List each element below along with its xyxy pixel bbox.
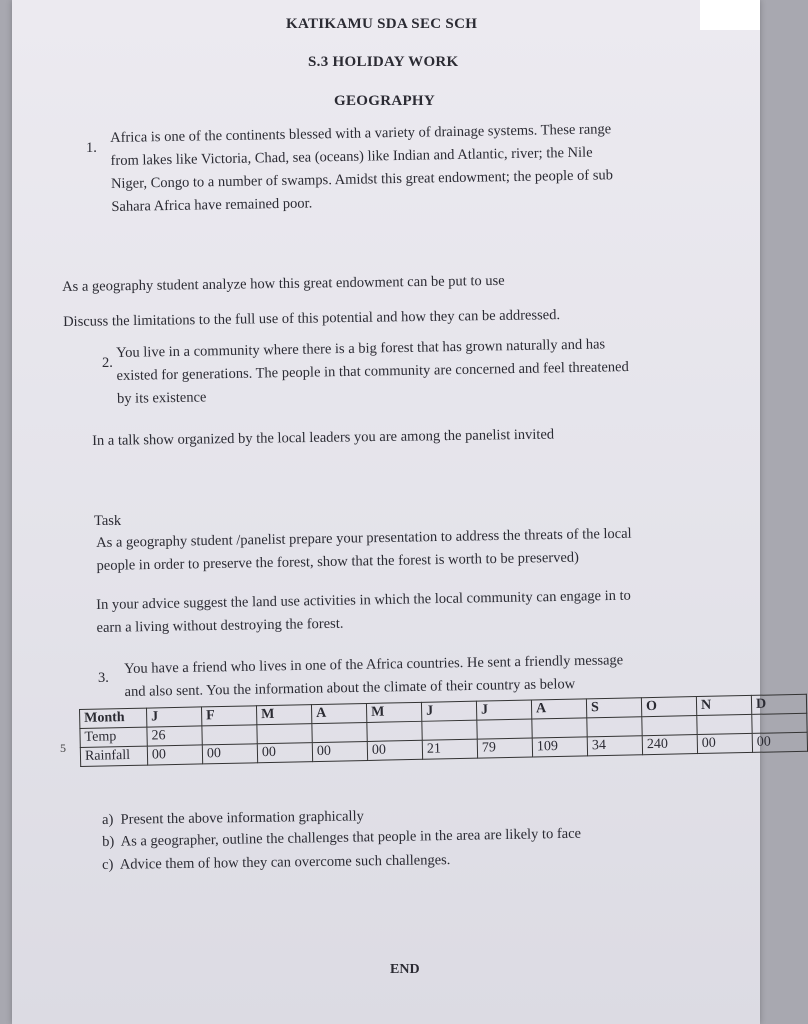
q2-advice-line: In your advice suggest the land use activities in which the local community can engage in to xyxy=(96,587,632,613)
table-cell xyxy=(422,720,477,740)
table-cell: 00 xyxy=(257,743,312,763)
table-cell: J xyxy=(476,700,531,720)
table-cell: A xyxy=(531,699,586,719)
climate-table xyxy=(79,694,808,767)
table-cell: 21 xyxy=(422,739,477,759)
table-cell: M xyxy=(256,705,311,725)
table-cell: 00 xyxy=(312,741,367,761)
table-cell: 79 xyxy=(477,738,532,758)
table-cell: J xyxy=(146,707,201,727)
table-cell: A xyxy=(311,703,366,723)
school-name: KATIKAMU SDA SEC SCH xyxy=(286,16,478,32)
table-cell: Temp xyxy=(80,727,147,747)
table-cell: Month xyxy=(80,708,147,728)
table-cell: D xyxy=(751,694,806,714)
q3-line: You have a friend who lives in one of the Africa countries. He sent a friendly message xyxy=(124,652,624,677)
part-text: Advice them of how they can overcome such challenges. xyxy=(119,852,451,873)
table-cell: 00 xyxy=(697,733,752,753)
q1-task-analyze: As a geography student analyze how this great endowment can be put to use xyxy=(62,272,505,295)
q2-line: You live in a community where there is a big forest that has grown naturally and has xyxy=(116,336,606,361)
q2-task-text xyxy=(96,523,632,578)
table-cell: 00 xyxy=(147,745,202,765)
q2-number: 2. xyxy=(102,355,113,371)
table-cell: 26 xyxy=(147,726,202,746)
q2-advice-text xyxy=(96,585,631,640)
table-cell: S xyxy=(586,698,641,718)
table-cell xyxy=(587,717,642,737)
q3-part-a xyxy=(102,808,364,829)
table-cell: 00 xyxy=(202,744,257,764)
q2-advice-line: earn a living without destroying the forest. xyxy=(96,615,344,636)
table-cell xyxy=(697,714,752,734)
table-cell: F xyxy=(201,706,256,726)
table-cell xyxy=(257,724,312,744)
q3-part-b xyxy=(102,826,581,851)
table-cell xyxy=(202,725,257,745)
table-cell xyxy=(312,722,367,742)
table-cell: M xyxy=(366,702,421,722)
q1-number: 1. xyxy=(86,140,97,156)
part-text: As a geographer, outline the challenges that people in the area are likely to face xyxy=(120,825,582,850)
q3-part-c xyxy=(102,852,450,874)
part-label: b) xyxy=(102,833,115,850)
q3-number: 3. xyxy=(98,670,109,686)
q1-task-discuss: Discuss the limitations to the full use of this potential and how they can be addressed. xyxy=(63,307,561,330)
q2-line: existed for generations. The people in that community are concerned and feel threatened xyxy=(116,359,629,384)
q1-line: from lakes like Victoria, Chad, sea (oceans) like Indian and Atlantic, river; the Nile xyxy=(110,144,593,169)
q2-line: by its existence xyxy=(116,389,207,407)
table-cell xyxy=(752,713,807,733)
table-cell: Rainfall xyxy=(80,746,147,766)
table-cell: 240 xyxy=(642,735,697,755)
q1-text xyxy=(110,118,614,219)
subject-title: GEOGRAPHY xyxy=(334,93,436,109)
table-cell: 00 xyxy=(752,732,807,752)
q2-text xyxy=(116,333,629,411)
table-cell: 109 xyxy=(532,737,587,757)
table-cell xyxy=(532,718,587,738)
part-label: c) xyxy=(102,856,114,873)
part-label: a) xyxy=(102,811,114,828)
table-cell xyxy=(477,719,532,739)
q2-task-line: As a geography student /panelist prepare your presentation to address the threats of the local xyxy=(96,525,632,551)
q2-task-label: Task xyxy=(94,513,122,529)
page-corner xyxy=(700,0,760,30)
table-cell: 34 xyxy=(587,736,642,756)
table-cell: N xyxy=(696,695,751,715)
table-cell: O xyxy=(641,697,696,717)
q1-line: Niger, Congo to a number of swamps. Amidst this great endowment; the people of sub xyxy=(110,167,614,192)
table-cell xyxy=(367,721,422,741)
part-text: Present the above information graphically xyxy=(120,808,364,828)
q2-context: In a talk show organized by the local leaders you are among the panelist invited xyxy=(92,426,555,449)
paper-title: S.3 HOLIDAY WORK xyxy=(308,54,459,70)
q2-task-line: people in order to preserve the forest, show that the forest is worth to be preserved) xyxy=(96,549,580,574)
q1-line: Sahara Africa have remained poor. xyxy=(111,195,313,215)
exam-paper xyxy=(12,0,772,1024)
q3-text xyxy=(124,649,624,704)
q3-line: and also sent. You the information about the climate of their country as below xyxy=(124,676,576,700)
table-cell: J xyxy=(421,701,476,721)
end-marker: END xyxy=(390,962,420,977)
margin-mark: 5 xyxy=(60,741,66,755)
table-cell xyxy=(642,716,697,736)
table-cell: 00 xyxy=(367,740,422,760)
q1-line: Africa is one of the continents blessed with a variety of drainage systems. These range xyxy=(110,121,612,146)
